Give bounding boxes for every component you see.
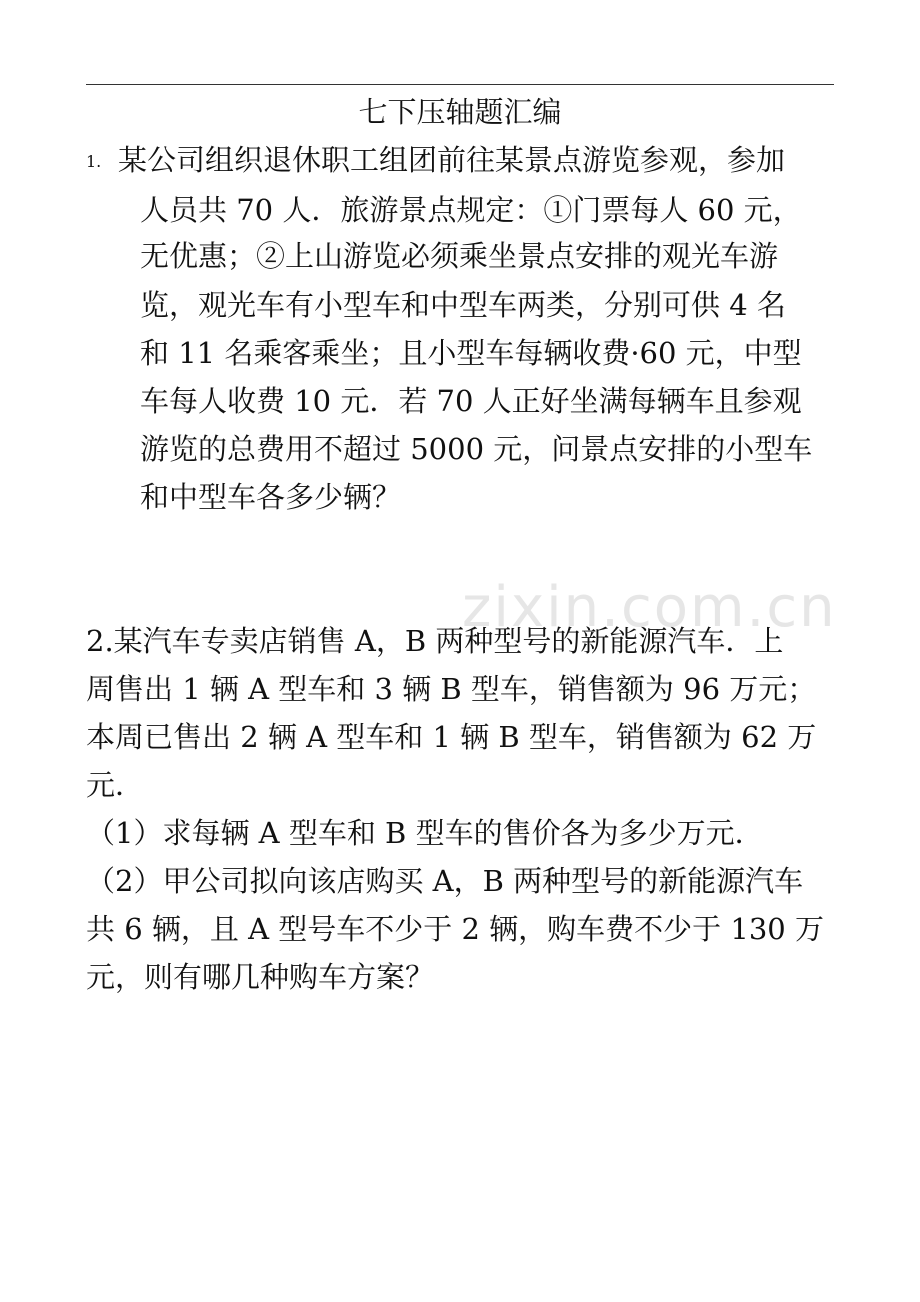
problem-1-line: 和 11 名乘客乘坐；且小型车每辆收费·60 元，中型	[140, 336, 802, 370]
problem-1-line: 和中型车各多少辆？	[140, 480, 402, 514]
header-rule	[86, 84, 834, 85]
problem-1-line: 某公司组织退休职工组团前往某景点游览参观，参加	[118, 143, 786, 177]
problem-1-number: 1.	[86, 152, 102, 171]
problem-2-line: 2.某汽车专卖店销售 A，B 两种型号的新能源汽车．上	[86, 624, 784, 658]
watermark: zixin.com.cn	[462, 575, 837, 640]
problem-2-line: 本周已售出 2 辆 A 型车和 1 辆 B 型车，销售额为 62 万	[86, 720, 817, 754]
problem-1-line: 览，观光车有小型车和中型车两类，分别可供 4 名	[140, 288, 786, 322]
problem-1-line: 游览的总费用不超过 5000 元，问景点安排的小型车	[140, 432, 813, 466]
page-title: 七下压轴题汇编	[358, 95, 562, 129]
problem-2-line: 元，则有哪几种购车方案？	[86, 960, 435, 994]
problem-2-part-1: （1）求每辆 A 型车和 B 型车的售价各为多少万元．	[86, 816, 764, 850]
problem-2-line: 元．	[86, 768, 145, 802]
problem-2-line: 共 6 辆，且 A 型号车不少于 2 辆，购车费不少于 130 万	[86, 912, 824, 946]
problem-1-line: 车每人收费 10 元．若 70 人正好坐满每辆车且参观	[140, 384, 802, 418]
problem-1-line: 无优惠；②上山游览必须乘坐景点安排的观光车游	[140, 239, 779, 273]
problem-1-line: 人员共 70 人．旅游景点规定：①门票每人 60 元，	[140, 193, 802, 227]
problem-2-line: 周售出 1 辆 A 型车和 3 辆 B 型车，销售额为 96 万元；	[86, 672, 817, 706]
problem-2-part-2: （2）甲公司拟向该店购买 A，B 两种型号的新能源汽车	[86, 864, 804, 898]
